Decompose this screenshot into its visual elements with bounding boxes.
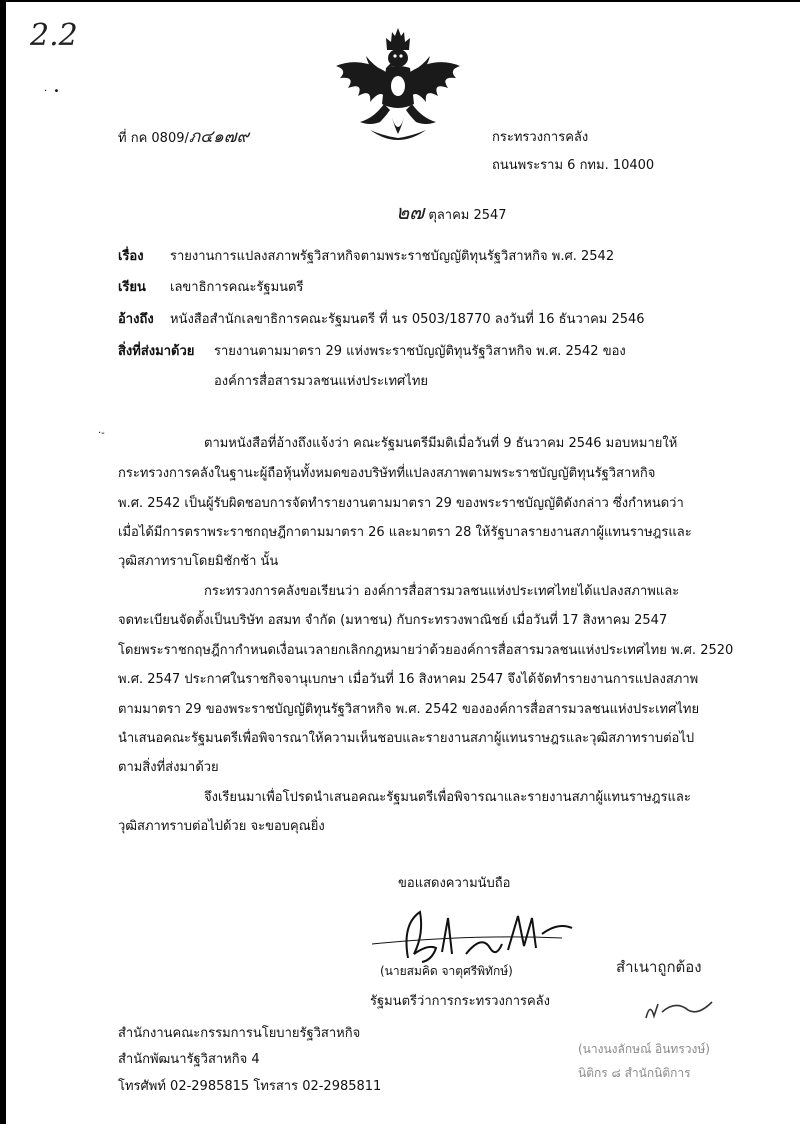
enclosure-label: สิ่งที่ส่งมาด้วย xyxy=(118,344,195,359)
paragraph-2-line: พ.ศ. 2547 ประกาศในราชกิจจานุเบกษา เมื่อวันที่ 16 สิงหาคม 2547 จึงได้จัดทำรายงานการแปลงสภาพ xyxy=(118,672,699,687)
paragraph-2-line: นำเสนอคณะรัฐมนตรีเพื่อพิจารณาให้ความเห็นชอบและรายงานสภาผู้แทนราษฎรและวุฒิสภาทราบต่อไป xyxy=(118,731,695,746)
reference-text: หนังสือสำนักเลขาธิการคณะรัฐมนตรี ที่ นร 0503/18770 ลงวันที่ 16 ธันวาคม 2546 xyxy=(170,312,645,327)
reference-label: อ้างถึง xyxy=(118,312,154,327)
agency-name: กระทรวงการคลัง xyxy=(492,130,589,145)
subject-text: รายงานการแปลงสภาพรัฐวิสาหกิจตามพระราชบัญญัติทุนรัฐวิสาหกิจ พ.ศ. 2542 xyxy=(170,249,615,264)
agency-address: ถนนพระราม 6 กทม. 10400 xyxy=(492,158,655,173)
stray-marks: · • xyxy=(44,86,60,97)
paragraph-1-line: กระทรวงการคลังในฐานะผู้ถือหุ้นทั้งหมดของบริษัทที่แปลงสภาพตามพระราชบัญญัติทุนรัฐวิสาหกิจ xyxy=(118,466,656,481)
document-number-handwritten: ภ๔๑๗๙ xyxy=(188,127,249,147)
paragraph-2-line: จดทะเบียนจัดตั้งเป็นบริษัท อสมท จำกัด (มหาชน) กับกระทรวงพาณิชย์ เมื่อวันที่ 17 สิงหาคม 2547 xyxy=(118,613,668,628)
date-month-year: ตุลาคม 2547 xyxy=(428,208,507,223)
paragraph-1-line: พ.ศ. 2542 เป็นผู้รับผิดชอบการจัดทำรายงานตามมาตรา 29 ของพระราชบัญญัติดังกล่าว ซึ่งกำหนดว่า xyxy=(118,496,684,511)
footer-office: สำนักงานคณะกรรมการนโยบายรัฐวิสาหกิจ xyxy=(118,1026,361,1041)
paragraph-2-line: กระทรวงการคลังขอเรียนว่า องค์การสื่อสารมวลชนแห่งประเทศไทยได้แปลงสภาพและ xyxy=(204,584,680,599)
paragraph-3-line: จึงเรียนมาเพื่อโปรดนำเสนอคณะรัฐมนตรีเพื่อพิจารณาและรายงานสภาผู้แทนราษฎรและ xyxy=(204,790,691,805)
scan-border-left xyxy=(0,0,6,1124)
scan-border-top xyxy=(0,0,800,2)
garuda-emblem-icon xyxy=(330,26,466,150)
signer-name: (นายสมคิด จาตุศรีพิทักษ์) xyxy=(380,964,513,978)
enclosure-line-2: องค์การสื่อสารมวลชนแห่งประเทศไทย xyxy=(214,374,429,389)
letter-date xyxy=(396,196,507,228)
paragraph-1-line: เมื่อได้มีการตราพระราชกฤษฎีกาตามมาตรา 26 และมาตรา 28 ให้รัฐบาลรายงานสภาผู้แทนราษฎรและ xyxy=(118,525,692,540)
subject-label: เรื่อง xyxy=(118,249,144,264)
date-day-handwritten: ๒๗ xyxy=(396,200,425,224)
paragraph-1-line: ตามหนังสือที่อ้างถึงแจ้งว่า คณะรัฐมนตรีมีมติเมื่อวันที่ 9 ธันวาคม 2546 มอบหมายให้ xyxy=(204,436,678,451)
certifier-name: (นางนงลักษณ์ อินทรวงษ์) xyxy=(578,1042,710,1056)
certified-copy-label: สำเนาถูกต้อง xyxy=(616,958,702,976)
document-number xyxy=(118,123,249,150)
closing-salutation: ขอแสดงความนับถือ xyxy=(398,876,511,891)
footer-contact: โทรศัพท์ 02-2985815 โทรสาร 02-2985811 xyxy=(118,1079,382,1094)
paragraph-1-line: วุฒิสภาทราบโดยมิชักช้า นั้น xyxy=(118,554,279,569)
paragraph-3-line: วุฒิสภาทราบต่อไปด้วย จะขอบคุณยิ่ง xyxy=(118,819,325,834)
footer-bureau: สำนักพัฒนารัฐวิสาหกิจ 4 xyxy=(118,1052,260,1067)
document-number-prefix: ที่ กค 0809/ xyxy=(118,131,189,146)
paragraph-2-line: ตามสิ่งที่ส่งมาด้วย xyxy=(118,760,219,775)
to-label: เรียน xyxy=(118,280,146,295)
punch-mark: ·- xyxy=(98,428,105,439)
certifier-signature-icon xyxy=(640,994,720,1026)
paragraph-2-line: โดยพระราชกฤษฎีกากำหนดเงื่อนเวลายกเลิกกฎหมายว่าด้วยองค์การสื่อสารมวลชนแห่งประเทศไทย พ.ศ. 2520 xyxy=(118,643,734,658)
signer-title: รัฐมนตรีว่าการกระทรวงการคลัง xyxy=(370,994,550,1009)
certifier-position: นิติกร ๘ สำนักนิติการ xyxy=(578,1066,691,1080)
enclosure-line-1: รายงานตามมาตรา 29 แห่งพระราชบัญญัติทุนรัฐวิสาหกิจ พ.ศ. 2542 ของ xyxy=(214,344,626,359)
to-text: เลขาธิการคณะรัฐมนตรี xyxy=(170,280,304,295)
paragraph-2-line: ตามมาตรา 29 ของพระราชบัญญัติทุนรัฐวิสาหกิจ พ.ศ. 2542 ขององค์การสื่อสารมวลชนแห่งประเทศไทย xyxy=(118,702,700,717)
page-mark: 2.2 xyxy=(30,18,78,53)
